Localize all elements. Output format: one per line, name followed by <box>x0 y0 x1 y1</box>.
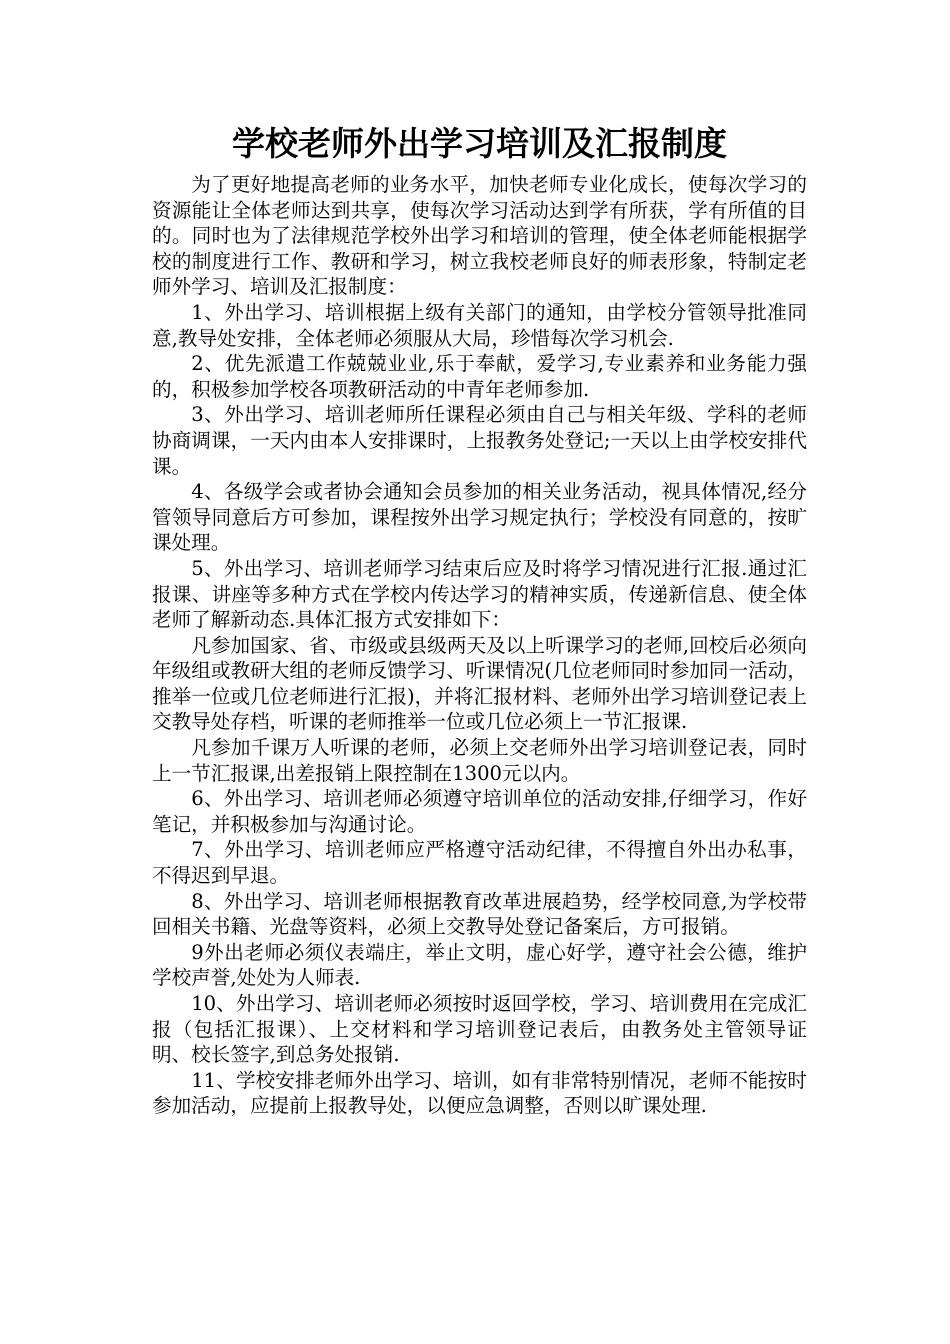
paragraph-intro: 为了更好地提高老师的业务水平，加快老师专业化成长，使每次学习的资源能让全体老师达到共享，使每次学习活动达到学有所获，学有所值的目的。同时也为了法律规范学校外出学习和培训的管理，使全体老师能根据学校的制度进行工作、教研和学习，树立我校老师良好的师表形象，特制定老师外学习、培训及汇报制度： <box>152 173 807 299</box>
paragraph-item-5-detail-a: 凡参加国家、省、市级或县级两天及以上听课学习的老师,回校后必须向年级组或教研大组的老师反馈学习、听课情况(几位老师同时参加同一活动，推举一位或几位老师进行汇报)，并将汇报材料、老师外出学习培训登记表上交教导处存档，听课的老师推举一位或几位必须上一节汇报课. <box>152 633 807 734</box>
paragraph-item-10: 10、外出学习、培训老师必须按时返回学校，学习、培训费用在完成汇报（包括汇报课）、上交材料和学习培训登记表后，由教务处主管领导证明、校长签字,到总务处报销. <box>152 992 807 1067</box>
document-page <box>152 122 807 1119</box>
paragraph-item-8: 8、外出学习、培训老师根据教育改革进展趋势，经学校同意,为学校带回相关书籍、光盘等资料，必须上交教导处登记备案后，方可报销。 <box>152 889 807 939</box>
paragraph-item-11: 11、学校安排老师外出学习、培训，如有非常特别情况，老师不能按时参加活动，应提前上报教导处，以便应急调整，否则以旷课处理. <box>152 1068 807 1118</box>
paragraph-item-3: 3、外出学习、培训老师所任课程必须由自己与相关年级、学科的老师协商调课，一天内由本人安排课时，上报教务处登记;一天以上由学校安排代课。 <box>152 403 807 478</box>
paragraph-item-1: 1、外出学习、培训根据上级有关部门的通知，由学校分管领导批准同意,教导处安排，全体老师必须服从大局，珍惜每次学习机会. <box>152 300 807 350</box>
paragraph-item-9: 9外出老师必须仪表端庄，举止文明，虚心好学，遵守社会公德，维护学校声誉,处处为人师表. <box>152 940 807 990</box>
paragraph-item-7: 7、外出学习、培训老师应严格遵守活动纪律，不得擅自外出办私事，不得迟到早退。 <box>152 838 807 888</box>
paragraph-item-5: 5、外出学习、培训老师学习结束后应及时将学习情况进行汇报.通过汇报课、讲座等多种方式在学校内传达学习的精神实质，传递新信息、使全体老师了解新动态.具体汇报方式安排如下： <box>152 556 807 632</box>
paragraph-item-2: 2、优先派遣工作兢兢业业,乐于奉献，爱学习,专业素养和业务能力强的，积极参加学校各项教研活动的中青年老师参加. <box>152 352 807 401</box>
document-title: 学校老师外出学习培训及汇报制度 <box>232 124 727 163</box>
paragraph-item-5-detail-b: 凡参加千课万人听课的老师，必须上交老师外出学习培训登记表，同时上一节汇报课,出差报销上限控制在1300元以内。 <box>152 736 807 785</box>
paragraph-item-6: 6、外出学习、培训老师必须遵守培训单位的活动安排,仔细学习，作好笔记，并积极参加与沟通讨论。 <box>152 787 807 836</box>
paragraph-item-4: 4、各级学会或者协会通知会员参加的相关业务活动，视具体情况,经分管领导同意后方可参加，课程按外出学习规定执行；学校没有同意的，按旷课处理。 <box>152 480 807 555</box>
